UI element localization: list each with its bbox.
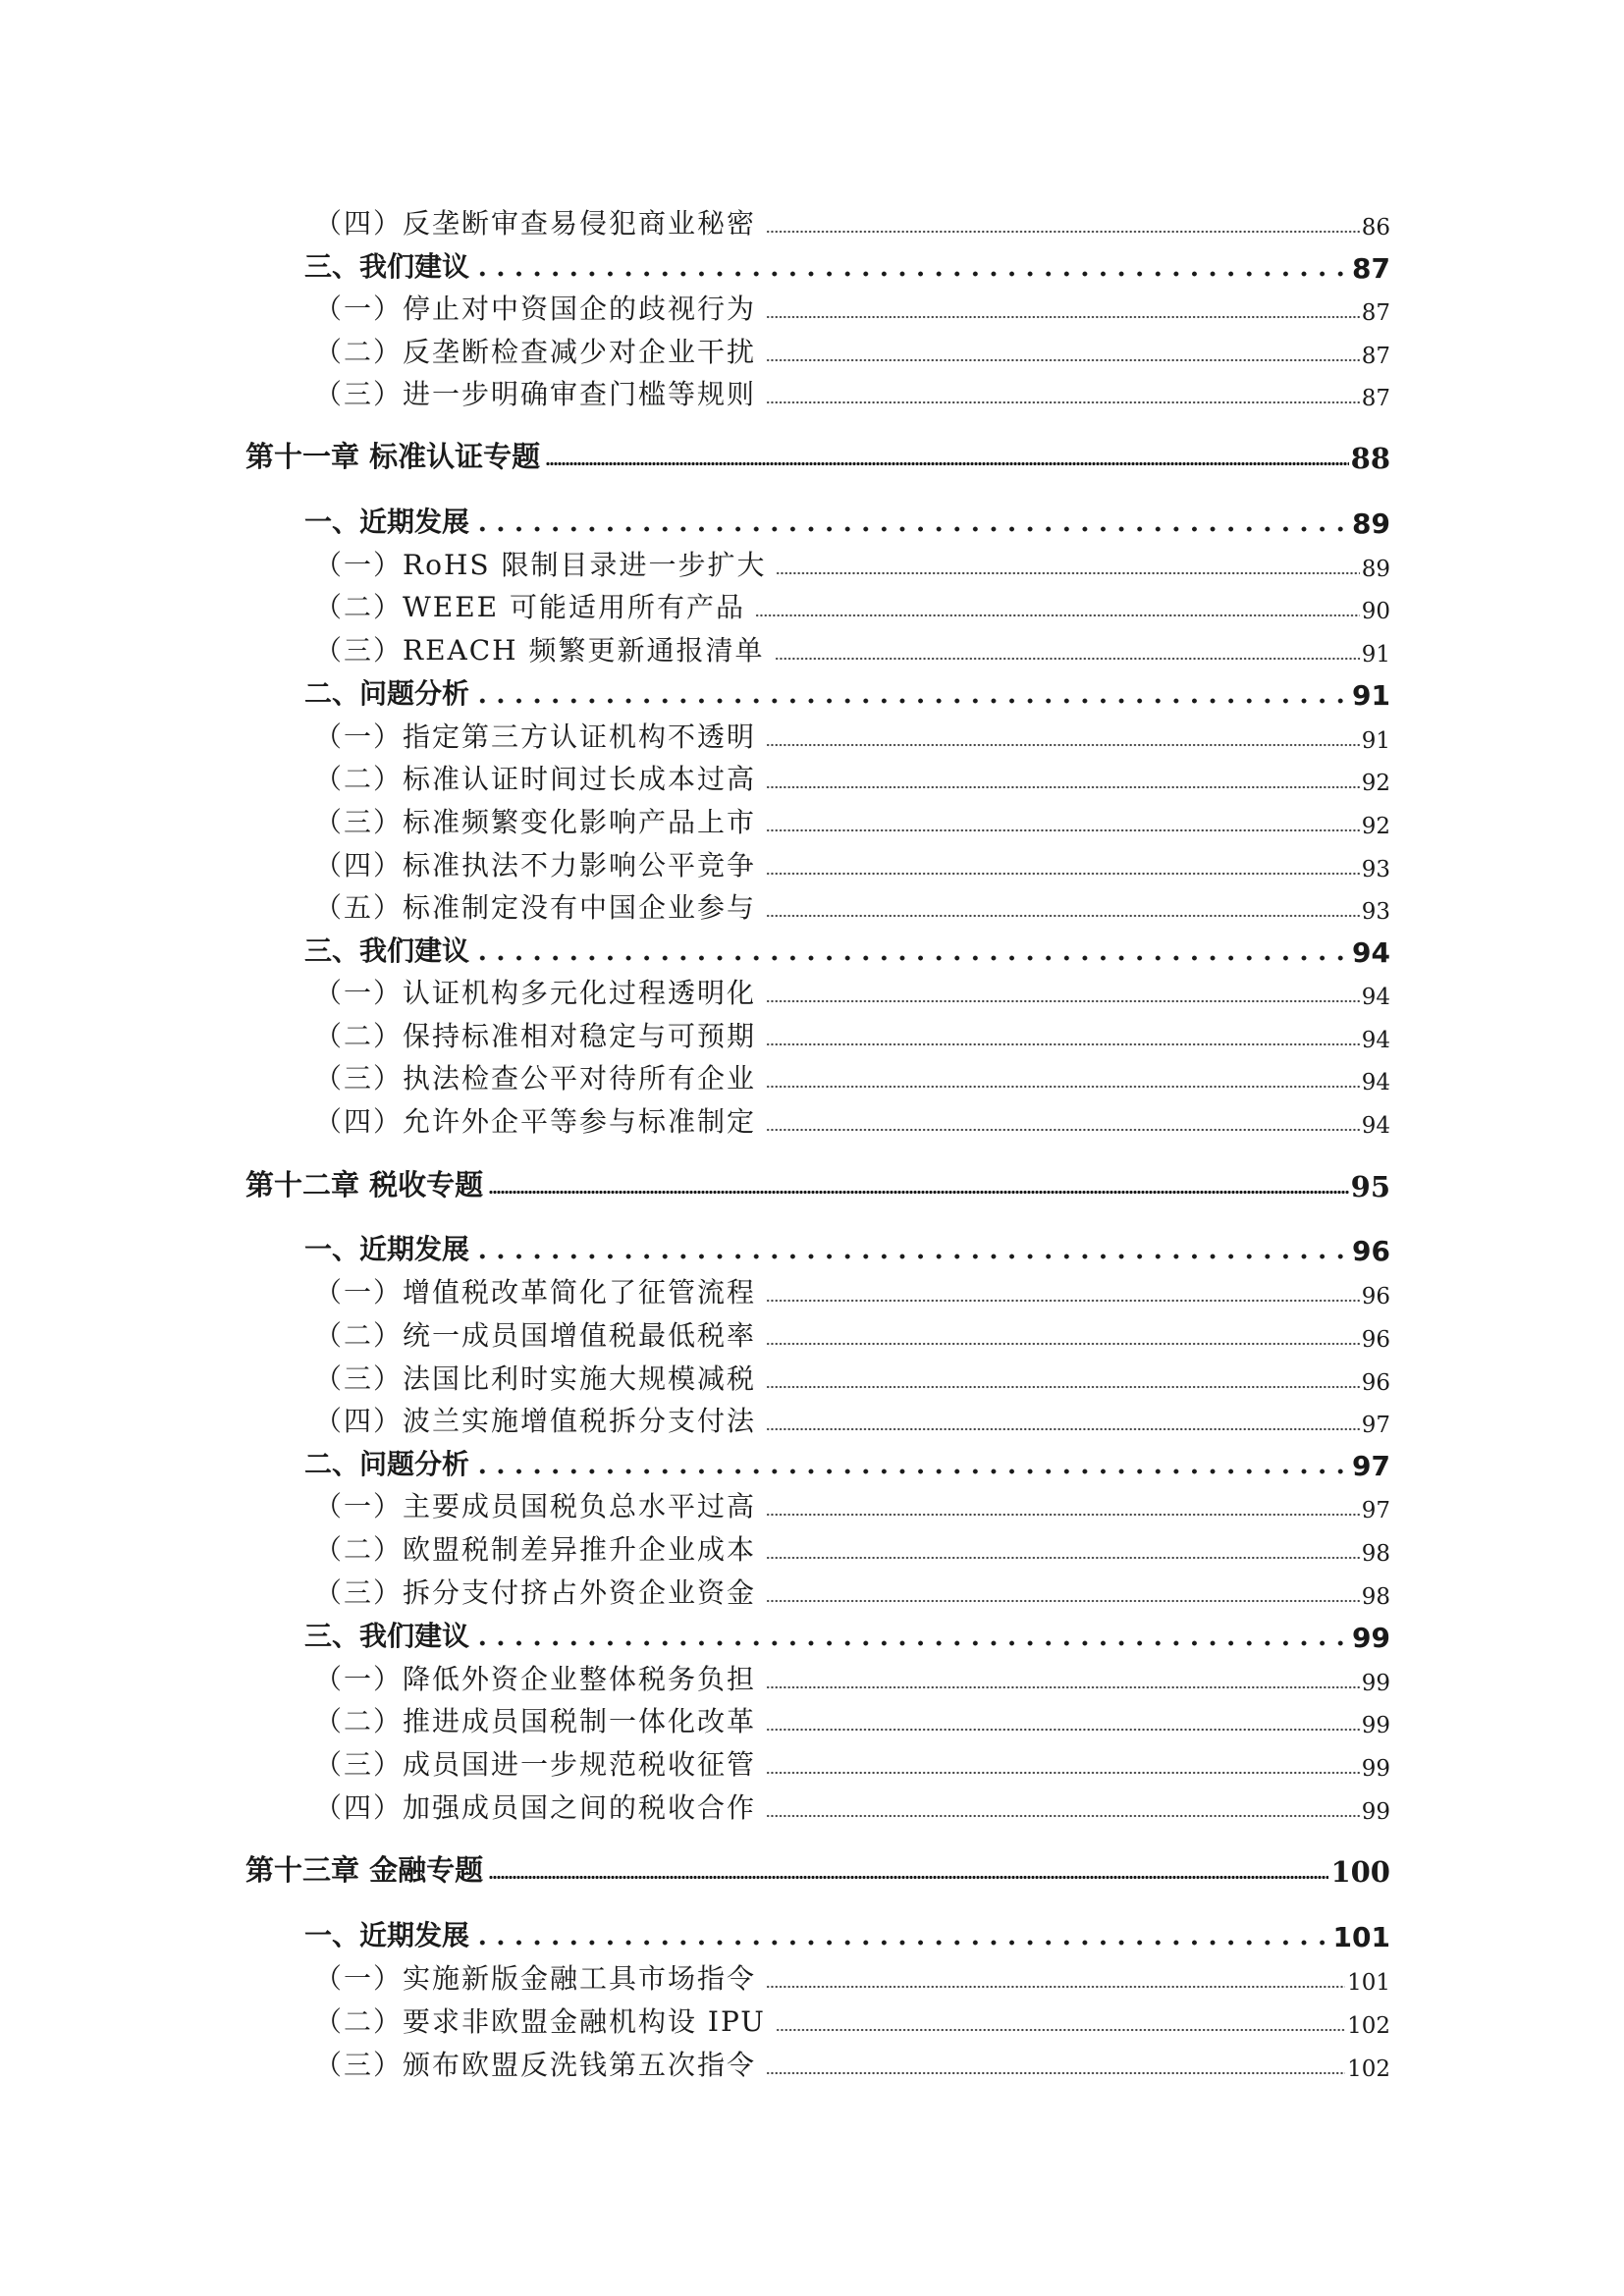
toc-entry-title: （三）执法检查公平对待所有企业 (314, 1062, 757, 1095)
dot-leader (766, 354, 1360, 362)
toc-entry-page-number: 96 (1361, 1370, 1390, 1396)
toc-entry-page-number: 87 (1361, 386, 1390, 411)
toc-entry-page-number: 92 (1361, 814, 1390, 839)
dot-leader (776, 567, 1359, 575)
dot-leader (766, 1295, 1360, 1303)
toc-entry-sub[interactable] (314, 2001, 1390, 2040)
dot-leader (766, 1595, 1360, 1603)
toc-entry-page-number: 101 (1347, 1970, 1390, 1996)
dot-leader (473, 1636, 1344, 1646)
dot-leader (776, 2024, 1345, 2032)
toc-entry-title: 第十二章 税收专题 (245, 1168, 484, 1201)
toc-entry-section[interactable] (304, 245, 1390, 285)
toc-entry-sub[interactable] (314, 716, 1390, 755)
dot-leader (766, 1682, 1360, 1689)
toc-entry-page-number: 89 (1361, 557, 1390, 582)
toc-entry-sub[interactable] (314, 1485, 1390, 1524)
dot-leader (775, 653, 1360, 661)
toc-entry-title: （二）标准认证时间过长成本过高 (314, 763, 757, 795)
toc-entry-sub[interactable] (314, 1957, 1390, 1997)
toc-entry-sub[interactable] (314, 544, 1390, 583)
toc-entry-page-number: 102 (1347, 2056, 1390, 2082)
toc-entry-page-number: 99 (1352, 1622, 1390, 1654)
dot-leader (755, 610, 1360, 617)
dot-leader (489, 1872, 1328, 1880)
toc-entry-page-number: 94 (1361, 1070, 1390, 1095)
toc-entry-page-number: 91 (1361, 642, 1390, 667)
toc-entry-title: （二）反垄断检查减少对企业干扰 (314, 336, 757, 368)
toc-entry-page-number: 93 (1361, 899, 1390, 925)
toc-entry-page-number: 88 (1350, 442, 1390, 475)
toc-entry-page-number: 99 (1361, 1671, 1390, 1696)
toc-entry-title: 一、近期发展 (304, 506, 470, 538)
toc-entry-page-number: 96 (1361, 1284, 1390, 1309)
toc-entry-page-number: 87 (1352, 252, 1390, 285)
dot-leader (473, 1465, 1344, 1474)
dot-leader (546, 458, 1349, 466)
toc-entry-page-number: 90 (1361, 599, 1390, 624)
toc-entry-title: （四）波兰实施增值税拆分支付法 (314, 1405, 757, 1437)
toc-entry-title: （四）加强成员国之间的税收合作 (314, 1791, 757, 1824)
toc-entry-sub[interactable] (314, 1400, 1390, 1439)
dot-leader (473, 522, 1344, 532)
dot-leader (766, 2067, 1345, 2075)
dot-leader (473, 951, 1344, 961)
toc-entry-page-number: 99 (1361, 1713, 1390, 1738)
toc-entry-title: （三）法国比利时实施大规模减税 (314, 1362, 757, 1395)
toc-entry-title: （一）降低外资企业整体税务负担 (314, 1663, 757, 1695)
toc-entry-sub[interactable] (314, 886, 1390, 926)
toc-entry-sub[interactable] (314, 972, 1390, 1011)
toc-entry-title: 二、问题分析 (304, 677, 470, 710)
toc-entry-title: （三）REACH 频繁更新通报清单 (314, 634, 765, 667)
toc-entry-chapter[interactable] (245, 1160, 1390, 1203)
toc-entry-title: 三、我们建议 (304, 250, 470, 283)
toc-entry-title: （三）颁布欧盟反洗钱第五次指令 (314, 2049, 757, 2081)
toc-entry-section[interactable] (304, 1228, 1390, 1267)
dot-leader (473, 267, 1344, 277)
dot-leader (473, 1936, 1326, 1946)
dot-leader (766, 995, 1360, 1003)
toc-entry-page-number: 86 (1361, 215, 1390, 240)
dot-leader (766, 1767, 1360, 1775)
toc-entry-title: （一）认证机构多元化过程透明化 (314, 977, 757, 1009)
dot-leader (766, 1081, 1360, 1089)
toc-entry-page-number: 91 (1352, 679, 1390, 712)
toc-entry-sub[interactable] (314, 1700, 1390, 1739)
toc-entry-page-number: 94 (1361, 1113, 1390, 1139)
toc-entry-page-number: 87 (1361, 300, 1390, 326)
dot-leader (766, 868, 1360, 876)
toc-entry-title: （三）拆分支付挤占外资企业资金 (314, 1576, 757, 1609)
toc-entry-page-number: 94 (1361, 1028, 1390, 1053)
dot-leader (766, 910, 1360, 918)
toc-entry-title: 第十三章 金融专题 (245, 1853, 484, 1887)
dot-leader (766, 1724, 1360, 1732)
dot-leader (766, 1338, 1360, 1346)
toc-entry-sub[interactable] (314, 1015, 1390, 1054)
toc-entry-title: （二）保持标准相对稳定与可预期 (314, 1020, 757, 1052)
toc-entry-sub[interactable] (314, 1057, 1390, 1096)
dot-leader (766, 311, 1360, 319)
toc-entry-sub[interactable] (314, 586, 1390, 625)
toc-entry-page-number: 97 (1361, 1498, 1390, 1523)
toc-entry-page-number: 99 (1361, 1799, 1390, 1825)
dot-leader (766, 825, 1360, 832)
dot-leader (766, 1509, 1360, 1517)
dot-leader (473, 694, 1344, 704)
toc-entry-section[interactable] (304, 1914, 1390, 1953)
dot-leader (766, 1810, 1360, 1818)
toc-entry-title: （二）统一成员国增值税最低税率 (314, 1319, 757, 1352)
dot-leader (489, 1187, 1349, 1195)
toc-entry-section[interactable] (304, 1443, 1390, 1482)
dot-leader (473, 1250, 1344, 1259)
dot-leader (766, 1039, 1360, 1046)
dot-leader (766, 1552, 1360, 1560)
toc-entry-page-number: 98 (1361, 1541, 1390, 1567)
toc-entry-sub[interactable] (314, 844, 1390, 883)
toc-entry-page-number: 101 (1332, 1921, 1390, 1953)
toc-entry-sub[interactable] (314, 801, 1390, 840)
toc-entry-page-number: 95 (1350, 1170, 1390, 1203)
dot-leader (766, 1381, 1360, 1389)
toc-entry-title: （三）成员国进一步规范税收征管 (314, 1748, 757, 1781)
toc-entry-page-number: 96 (1352, 1235, 1390, 1267)
toc-entry-sub[interactable] (314, 1528, 1390, 1568)
toc-entry-sub[interactable] (314, 1572, 1390, 1611)
toc-entry-page-number: 100 (1330, 1855, 1390, 1889)
toc-entry-page-number: 98 (1361, 1584, 1390, 1610)
dot-leader (766, 1124, 1360, 1132)
dot-leader (766, 1981, 1345, 1989)
toc-entry-title: 二、问题分析 (304, 1448, 470, 1480)
toc-entry-title: （五）标准制定没有中国企业参与 (314, 891, 757, 924)
toc-entry-sub[interactable] (314, 373, 1390, 412)
toc-entry-sub[interactable] (314, 1271, 1390, 1310)
toc-entry-section[interactable] (304, 930, 1390, 969)
toc-entry-section[interactable] (304, 672, 1390, 712)
dot-leader (766, 739, 1360, 747)
toc-entry-page-number: 93 (1361, 857, 1390, 882)
toc-entry-title: （四）允许外企平等参与标准制定 (314, 1105, 757, 1138)
toc-entry-title: （一）RoHS 限制目录进一步扩大 (314, 549, 767, 581)
toc-entry-sub[interactable] (314, 1358, 1390, 1397)
toc-entry-sub[interactable] (314, 629, 1390, 668)
toc-entry-title: （三）标准频繁变化影响产品上市 (314, 806, 757, 838)
toc-entry-sub[interactable] (314, 758, 1390, 797)
toc-entry-sub[interactable] (314, 288, 1390, 327)
toc-entry-page-number: 96 (1361, 1327, 1390, 1353)
toc-entry-section[interactable] (304, 501, 1390, 540)
toc-entry-title: （二）欧盟税制差异推升企业成本 (314, 1533, 757, 1566)
toc-entry-page-number: 89 (1352, 507, 1390, 540)
dot-leader (766, 781, 1360, 789)
toc-entry-title: （一）停止对中资国企的歧视行为 (314, 293, 757, 325)
toc-entry-sub[interactable] (314, 1743, 1390, 1783)
toc-entry-title: 第十一章 标准认证专题 (245, 440, 541, 473)
toc-entry-title: （二）推进成员国税制一体化改革 (314, 1705, 757, 1737)
toc-entry-title: （一）指定第三方认证机构不透明 (314, 721, 757, 753)
toc-entry-sub[interactable] (314, 1100, 1390, 1140)
dot-leader (766, 397, 1360, 404)
toc-entry-page-number: 97 (1361, 1413, 1390, 1438)
toc-entry-sub[interactable] (314, 1658, 1390, 1697)
toc-entry-sub[interactable] (314, 202, 1390, 241)
toc-entry-sub[interactable] (314, 2044, 1390, 2083)
toc-entry-title: （四）标准执法不力影响公平竞争 (314, 849, 757, 881)
dot-leader (766, 1423, 1360, 1431)
toc-entry-page-number: 94 (1352, 936, 1390, 969)
toc-entry-page-number: 87 (1361, 344, 1390, 369)
dot-leader (766, 226, 1360, 234)
toc-entry-page-number: 102 (1347, 2013, 1390, 2039)
toc-entry-sub[interactable] (314, 1314, 1390, 1354)
toc-entry-title: 一、近期发展 (304, 1233, 470, 1265)
toc-entry-chapter[interactable] (245, 1845, 1390, 1889)
toc-entry-page-number: 94 (1361, 985, 1390, 1010)
toc-entry-title: （三）进一步明确审查门槛等规则 (314, 378, 757, 410)
toc-entry-title: 三、我们建议 (304, 934, 470, 967)
toc-entry-title: （二）WEEE 可能适用所有产品 (314, 591, 745, 623)
toc-entry-sub[interactable] (314, 1787, 1390, 1826)
toc-entry-page-number: 92 (1361, 771, 1390, 796)
toc-entry-chapter[interactable] (245, 432, 1390, 475)
toc-entry-title: （四）反垄断审查易侵犯商业秘密 (314, 207, 757, 240)
toc-entry-page-number: 97 (1352, 1450, 1390, 1482)
toc-entry-page-number: 91 (1361, 728, 1390, 754)
toc-entry-title: （一）主要成员国税负总水平过高 (314, 1490, 757, 1522)
toc-entry-title: （一）增值税改革简化了征管流程 (314, 1276, 757, 1308)
toc-entry-title: （一）实施新版金融工具市场指令 (314, 1962, 757, 1995)
toc-entry-title: 一、近期发展 (304, 1919, 470, 1951)
toc-entry-title: 三、我们建议 (304, 1620, 470, 1652)
toc-entry-section[interactable] (304, 1615, 1390, 1654)
toc-entry-title: （二）要求非欧盟金融机构设 IPU (314, 2005, 766, 2038)
toc-entry-sub[interactable] (314, 331, 1390, 370)
toc-entry-page-number: 99 (1361, 1756, 1390, 1782)
